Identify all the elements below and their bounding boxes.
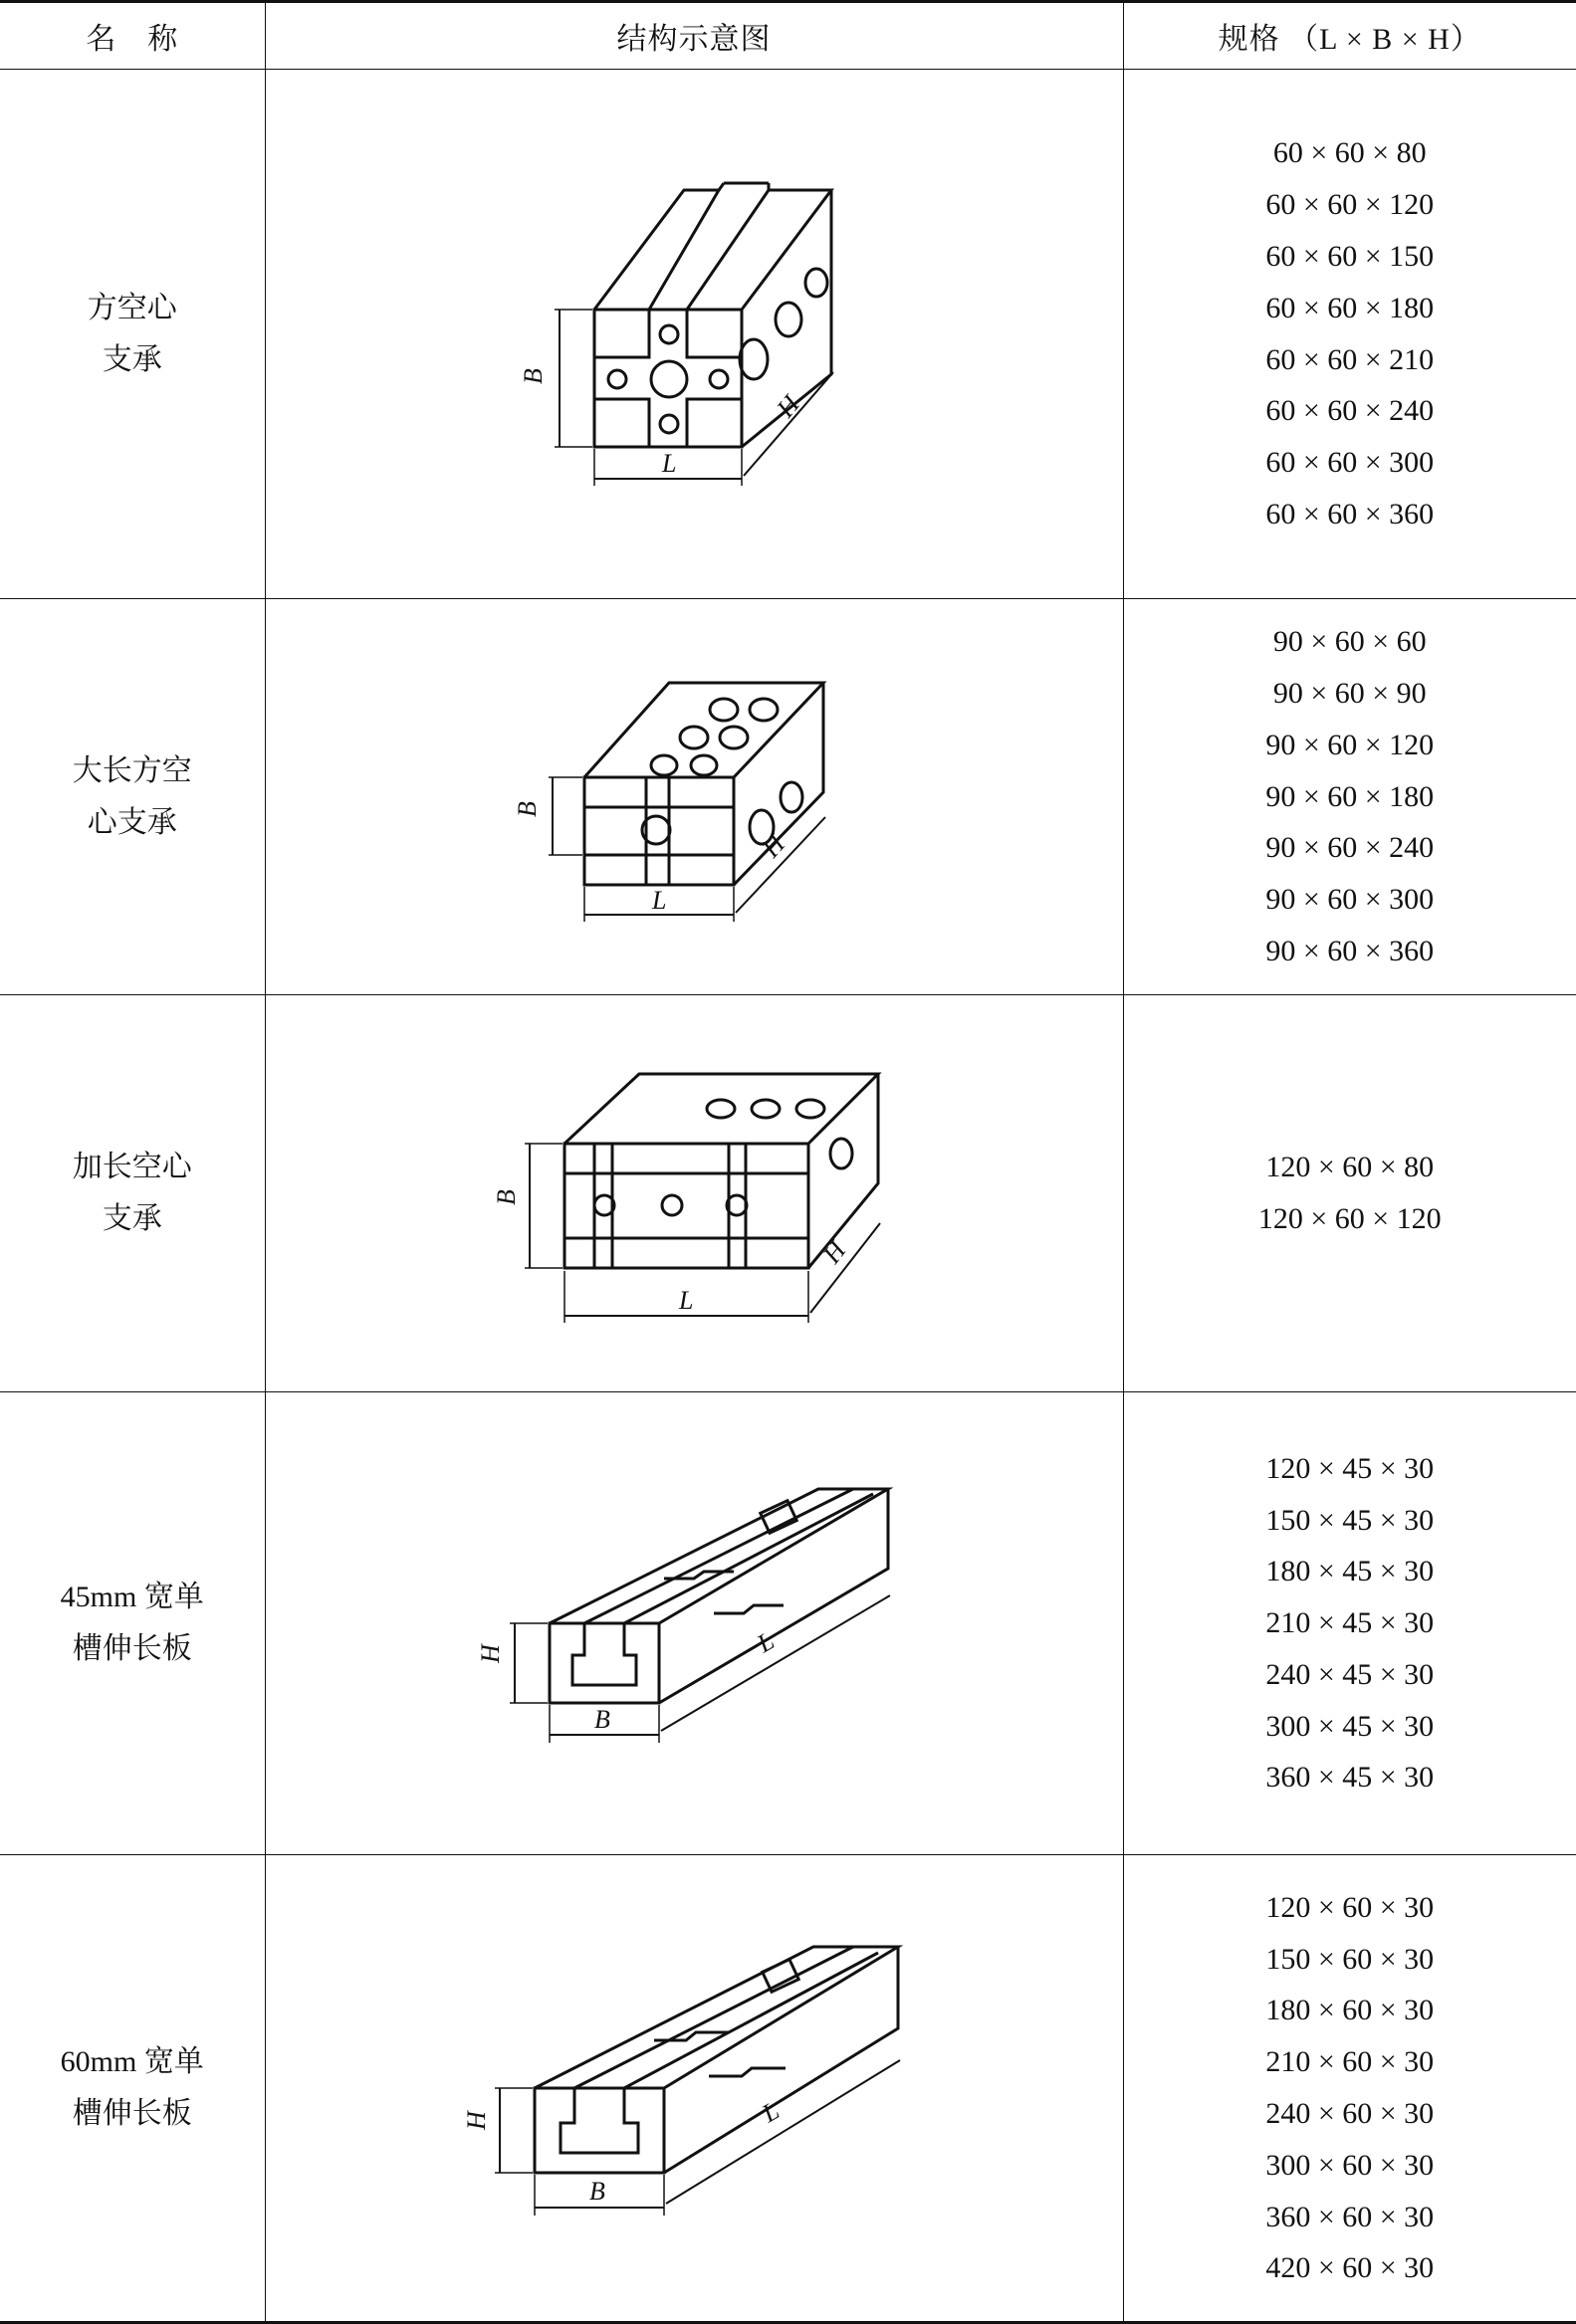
single-slot-extension-plate-45-diagram <box>465 1474 923 1773</box>
dimension-label-H: H <box>816 1236 852 1269</box>
part-name-cell: 60mm 宽单 槽伸长板 <box>0 1855 265 2323</box>
table-row <box>0 70 1576 599</box>
diagram-cell <box>265 70 1123 599</box>
table-row <box>0 995 1576 1392</box>
dimension-label-H: H <box>462 2111 491 2130</box>
spec-list-cell: 60 × 60 × 80 60 × 60 × 120 60 × 60 × 150 60 × 60 × 180 60 × 60 × 210 60 × 60 × 240 60 × 60 × 300 60 × 60 × 360 <box>1123 70 1576 599</box>
dimension-label-B: B <box>594 1705 610 1734</box>
table-header-row <box>0 2 1576 70</box>
dimension-label-L: L <box>757 2095 785 2129</box>
extended-hollow-support-diagram <box>485 1034 903 1353</box>
dimension-label-B: B <box>492 1189 521 1205</box>
table-row <box>0 599 1576 995</box>
single-slot-extension-plate-60-diagram <box>455 1929 933 2247</box>
dimension-label-L: L <box>652 885 667 915</box>
spec-list-cell: 120 × 60 × 30 150 × 60 × 30 180 × 60 × 30 210 × 60 × 30 240 × 60 × 30 300 × 60 × 30 360 × 60 × 30 420 × 60 × 30 <box>1123 1855 1576 2323</box>
part-name-cell: 加长空心 支承 <box>0 995 265 1392</box>
header-spec: 规格 （L × B × H） <box>1123 2 1576 70</box>
diagram-cell <box>265 1855 1123 2323</box>
header-spec-formula: （L × B × H） <box>1288 23 1481 56</box>
spec-list-cell: 90 × 60 × 60 90 × 60 × 90 90 × 60 × 120 90 × 60 × 180 90 × 60 × 240 90 × 60 × 300 90 × 60 × 360 <box>1123 599 1576 995</box>
diagram-cell <box>265 1392 1123 1855</box>
square-hollow-support-diagram <box>515 135 873 533</box>
dimension-label-L: L <box>662 448 677 478</box>
header-diagram: 结构示意图 <box>265 2 1123 70</box>
dimension-label-H: H <box>756 829 791 863</box>
large-rectangular-hollow-support-diagram <box>505 638 883 956</box>
dimension-label-H: H <box>771 389 805 423</box>
part-name-cell: 方空心 支承 <box>0 70 265 599</box>
diagram-cell <box>265 995 1123 1392</box>
dimension-label-L: L <box>752 1625 780 1659</box>
dimension-label-B: B <box>519 367 548 384</box>
dimension-label-H: H <box>476 1644 505 1663</box>
diagram-cell <box>265 599 1123 995</box>
dimension-label-B: B <box>589 2177 605 2206</box>
part-name-cell: 大长方空 心支承 <box>0 599 265 995</box>
dimension-label-B: B <box>513 800 542 817</box>
spec-list-cell: 120 × 60 × 80 120 × 60 × 120 <box>1123 995 1576 1392</box>
dimension-label-L: L <box>679 1286 694 1315</box>
part-name-cell: 45mm 宽单 槽伸长板 <box>0 1392 265 1855</box>
spec-list-cell: 120 × 45 × 30 150 × 45 × 30 180 × 45 × 30 210 × 45 × 30 240 × 45 × 30 300 × 45 × 30 360 × 45 × 30 <box>1123 1392 1576 1855</box>
header-name: 名 称 <box>0 2 265 70</box>
table-row <box>0 1392 1576 1855</box>
table-row <box>0 1855 1576 2323</box>
